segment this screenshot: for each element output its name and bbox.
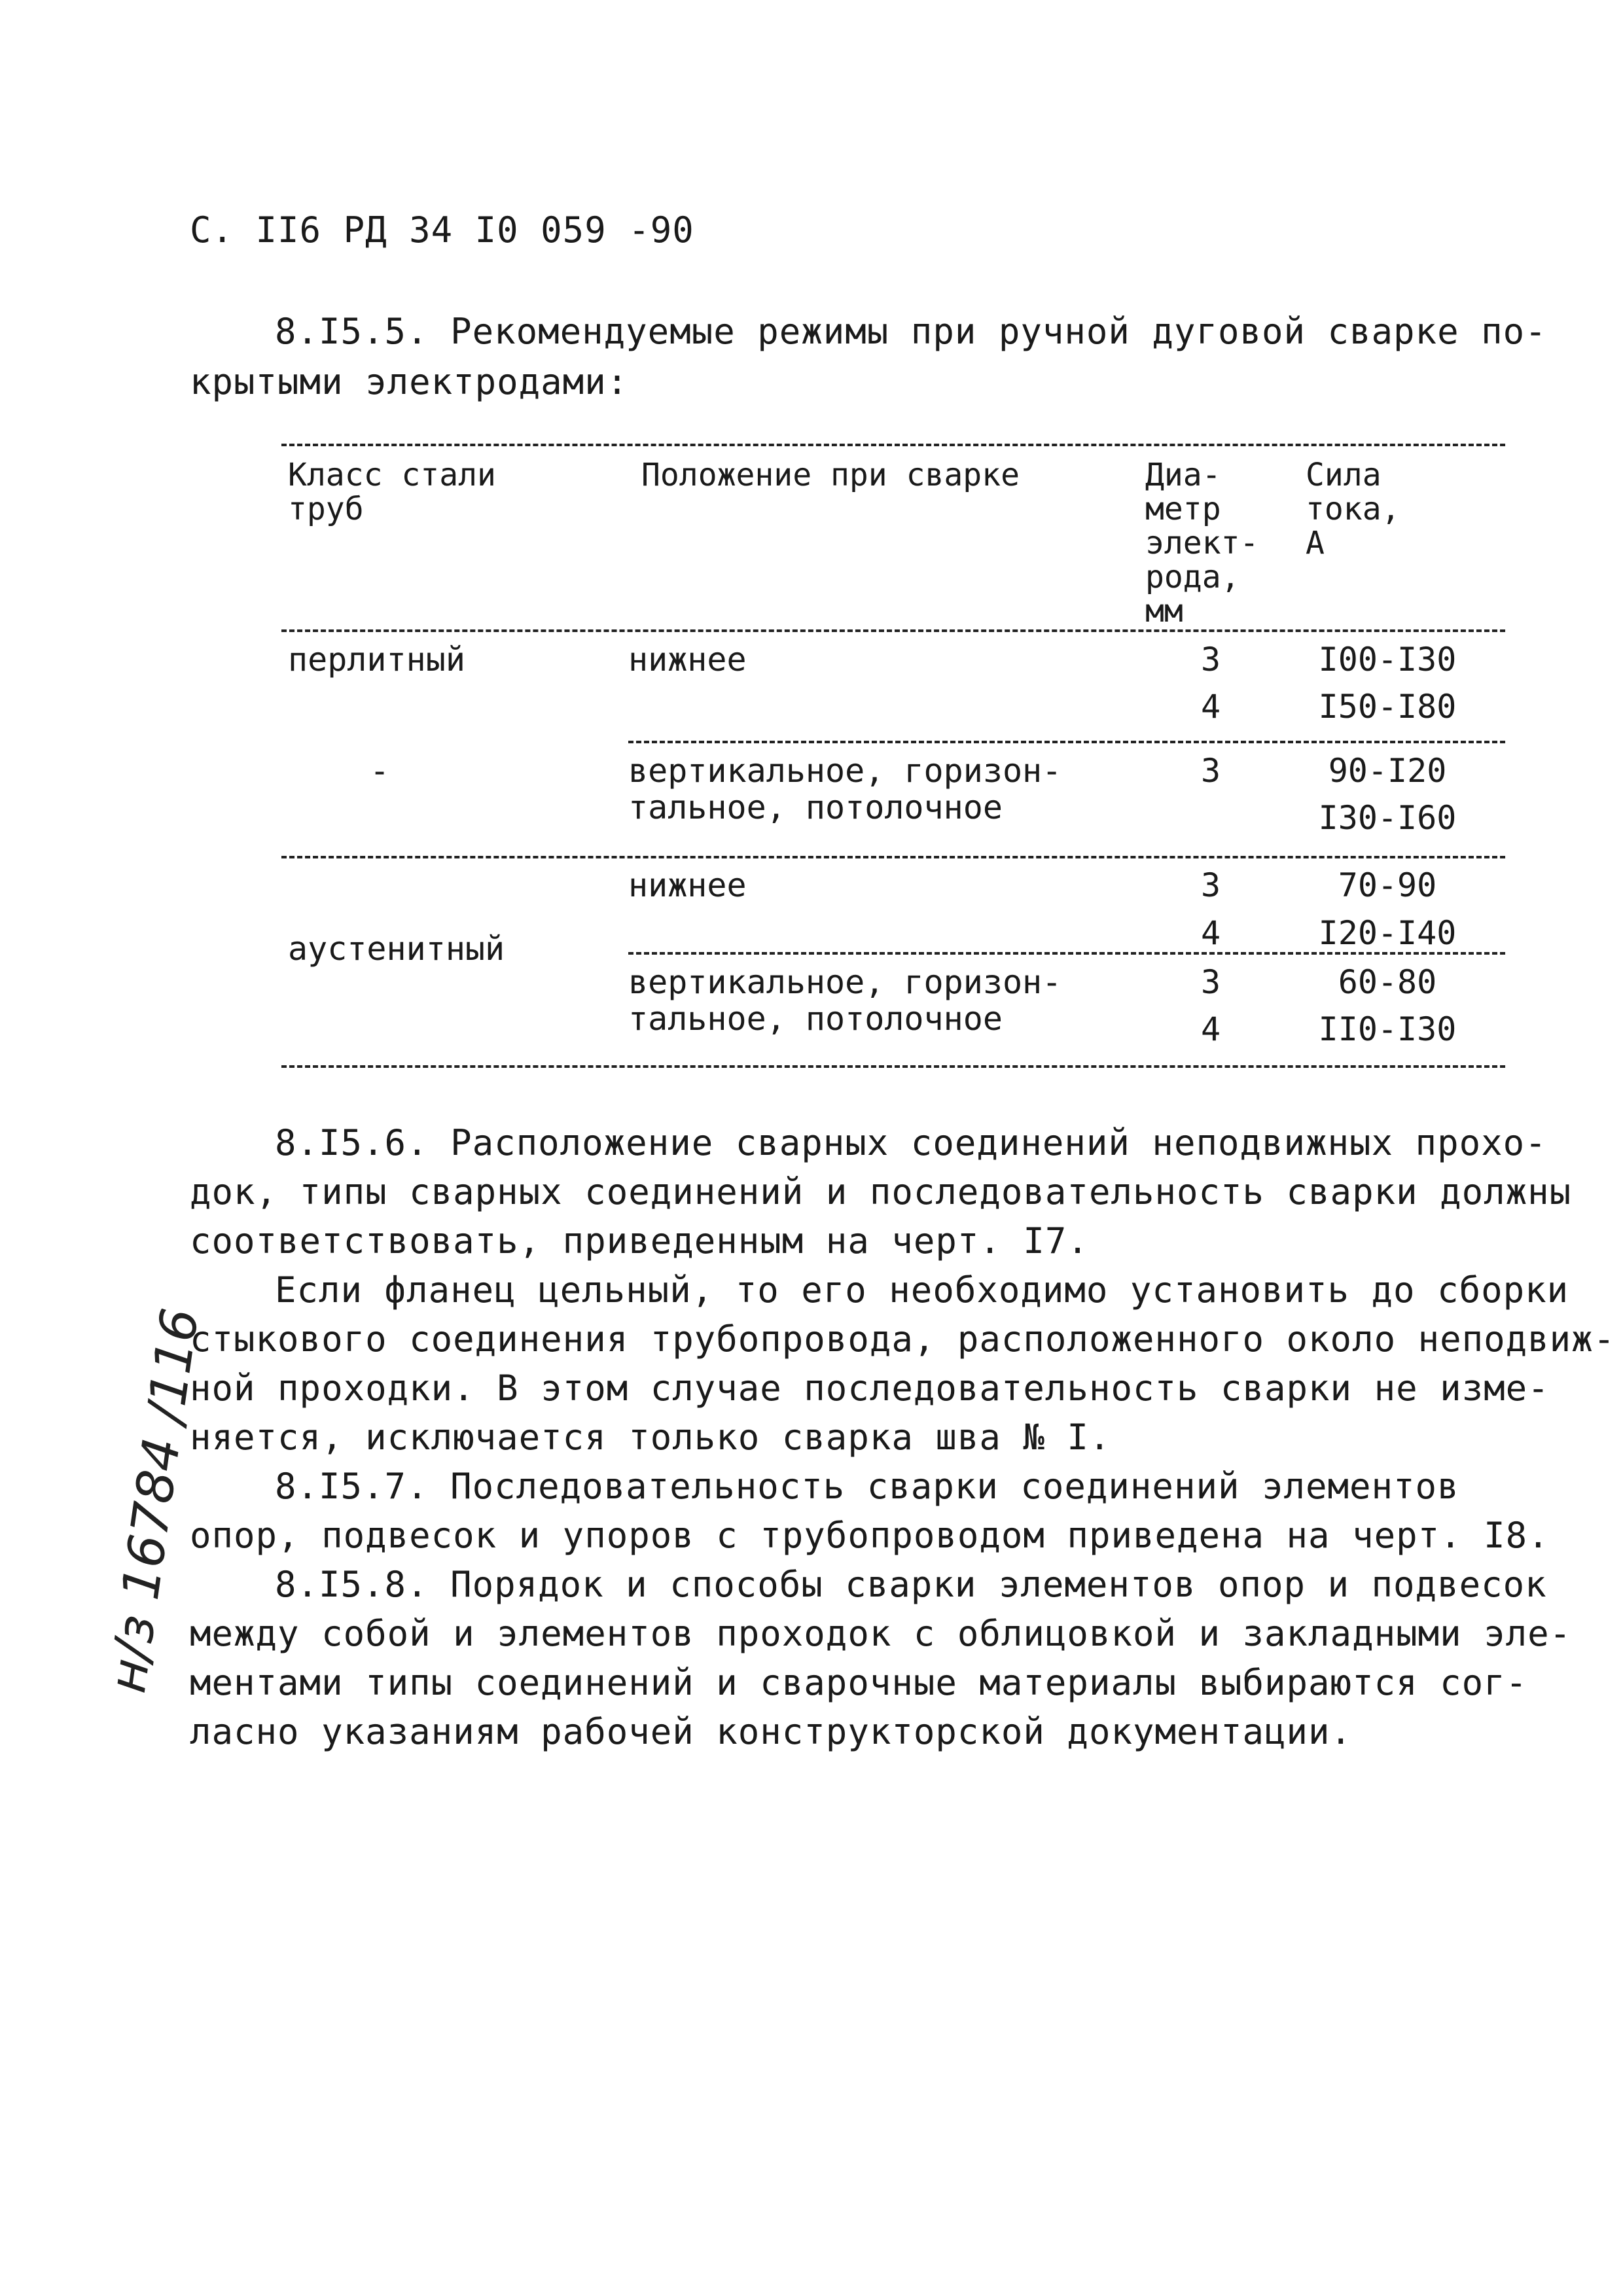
current-cell: 70-90 bbox=[1338, 866, 1437, 904]
diameter-cell: 4 bbox=[1200, 688, 1221, 726]
position-vertical-horizontal-overhead: вертикальное, горизон- тальное, потолочное bbox=[628, 963, 1062, 1038]
flange-paragraph-line1: Если фланец цельный, то его необходимо установить до сборки bbox=[275, 1269, 1569, 1311]
current-cell: I50-I80 bbox=[1318, 688, 1457, 726]
group-rule bbox=[281, 856, 1505, 858]
section-8-15-8-line2: между собой и элементов проходок с облицовкой и закладными эле- bbox=[190, 1613, 1572, 1654]
current-cell: 60-80 bbox=[1338, 963, 1437, 1001]
diameter-cell: 3 bbox=[1200, 752, 1221, 790]
section-8-15-8-line4: ласно указаниям рабочей конструкторской документации. bbox=[190, 1711, 1353, 1752]
section-8-15-7-line2: опор, подвесок и упоров с трубопроводом приведена на черт. I8. bbox=[190, 1515, 1550, 1556]
diameter-cell: 4 bbox=[1200, 1010, 1221, 1048]
section-8-15-5-line1: 8.I5.5. Рекомендуемые режимы при ручной дуговой сварке по- bbox=[275, 311, 1547, 352]
current-cell: II0-I30 bbox=[1318, 1010, 1457, 1048]
steel-class-pearlitic: перлитный bbox=[288, 641, 465, 679]
current-cell: 90-I20 bbox=[1328, 752, 1447, 790]
page-reference: С. II6 РД 34 I0 059 -90 bbox=[190, 209, 694, 251]
header-steel-class: Класс стали труб bbox=[288, 457, 496, 527]
section-8-15-7-line1: 8.I5.7. Последовательность сварки соединений элементов bbox=[275, 1466, 1459, 1507]
header-diameter: Диа- метр элект- рода, мм bbox=[1145, 457, 1259, 629]
handwritten-inventory-note: н/з 16784 /116 bbox=[98, 1305, 211, 1697]
header-current: Сила тока, А bbox=[1306, 457, 1400, 561]
section-8-15-8-line3: ментами типы соединений и сварочные материалы выбираются сог- bbox=[190, 1662, 1528, 1703]
steel-class-austenitic: аустенитный bbox=[288, 930, 505, 968]
position-lower: нижнее bbox=[628, 641, 747, 679]
section-8-15-6-line2: док, типы сварных соединений и последовательность сварки должны bbox=[190, 1171, 1572, 1212]
subgroup-rule bbox=[628, 741, 1505, 743]
section-8-15-6-line3: соответствовать, приведенным на черт. I7. bbox=[190, 1220, 1089, 1262]
table-bottom-rule bbox=[281, 1065, 1505, 1068]
steel-class-dash: - bbox=[370, 752, 390, 790]
flange-paragraph-line2: стыкового соединения трубопровода, расположенного около неподвиж- bbox=[190, 1318, 1616, 1360]
header-bottom-rule bbox=[281, 629, 1505, 632]
diameter-cell: 4 bbox=[1200, 914, 1221, 952]
current-cell: I30-I60 bbox=[1318, 799, 1457, 837]
diameter-cell: 3 bbox=[1200, 963, 1221, 1001]
current-cell: I00-I30 bbox=[1318, 641, 1457, 679]
table-top-rule bbox=[281, 444, 1505, 446]
flange-paragraph-line4: няется, исключается только сварка шва № I. bbox=[190, 1417, 1111, 1458]
section-8-15-5-line2: крытыми электродами: bbox=[190, 361, 629, 402]
diameter-cell: 3 bbox=[1200, 866, 1221, 904]
section-8-15-6-line1: 8.I5.6. Расположение сварных соединений неподвижных прохо- bbox=[275, 1122, 1547, 1163]
position-lower: нижнее bbox=[628, 866, 747, 904]
current-cell: I20-I40 bbox=[1318, 914, 1457, 952]
subgroup-rule bbox=[628, 952, 1505, 955]
flange-paragraph-line3: ной проходки. В этом случае последовательность сварки не изме- bbox=[190, 1368, 1550, 1409]
diameter-cell: 3 bbox=[1200, 641, 1221, 679]
header-position: Положение при сварке bbox=[641, 457, 1020, 493]
section-8-15-8-line1: 8.I5.8. Порядок и способы сварки элементов опор и подвесок bbox=[275, 1564, 1547, 1605]
position-vertical-horizontal-overhead: вертикальное, горизон- тальное, потолочное bbox=[628, 752, 1062, 826]
